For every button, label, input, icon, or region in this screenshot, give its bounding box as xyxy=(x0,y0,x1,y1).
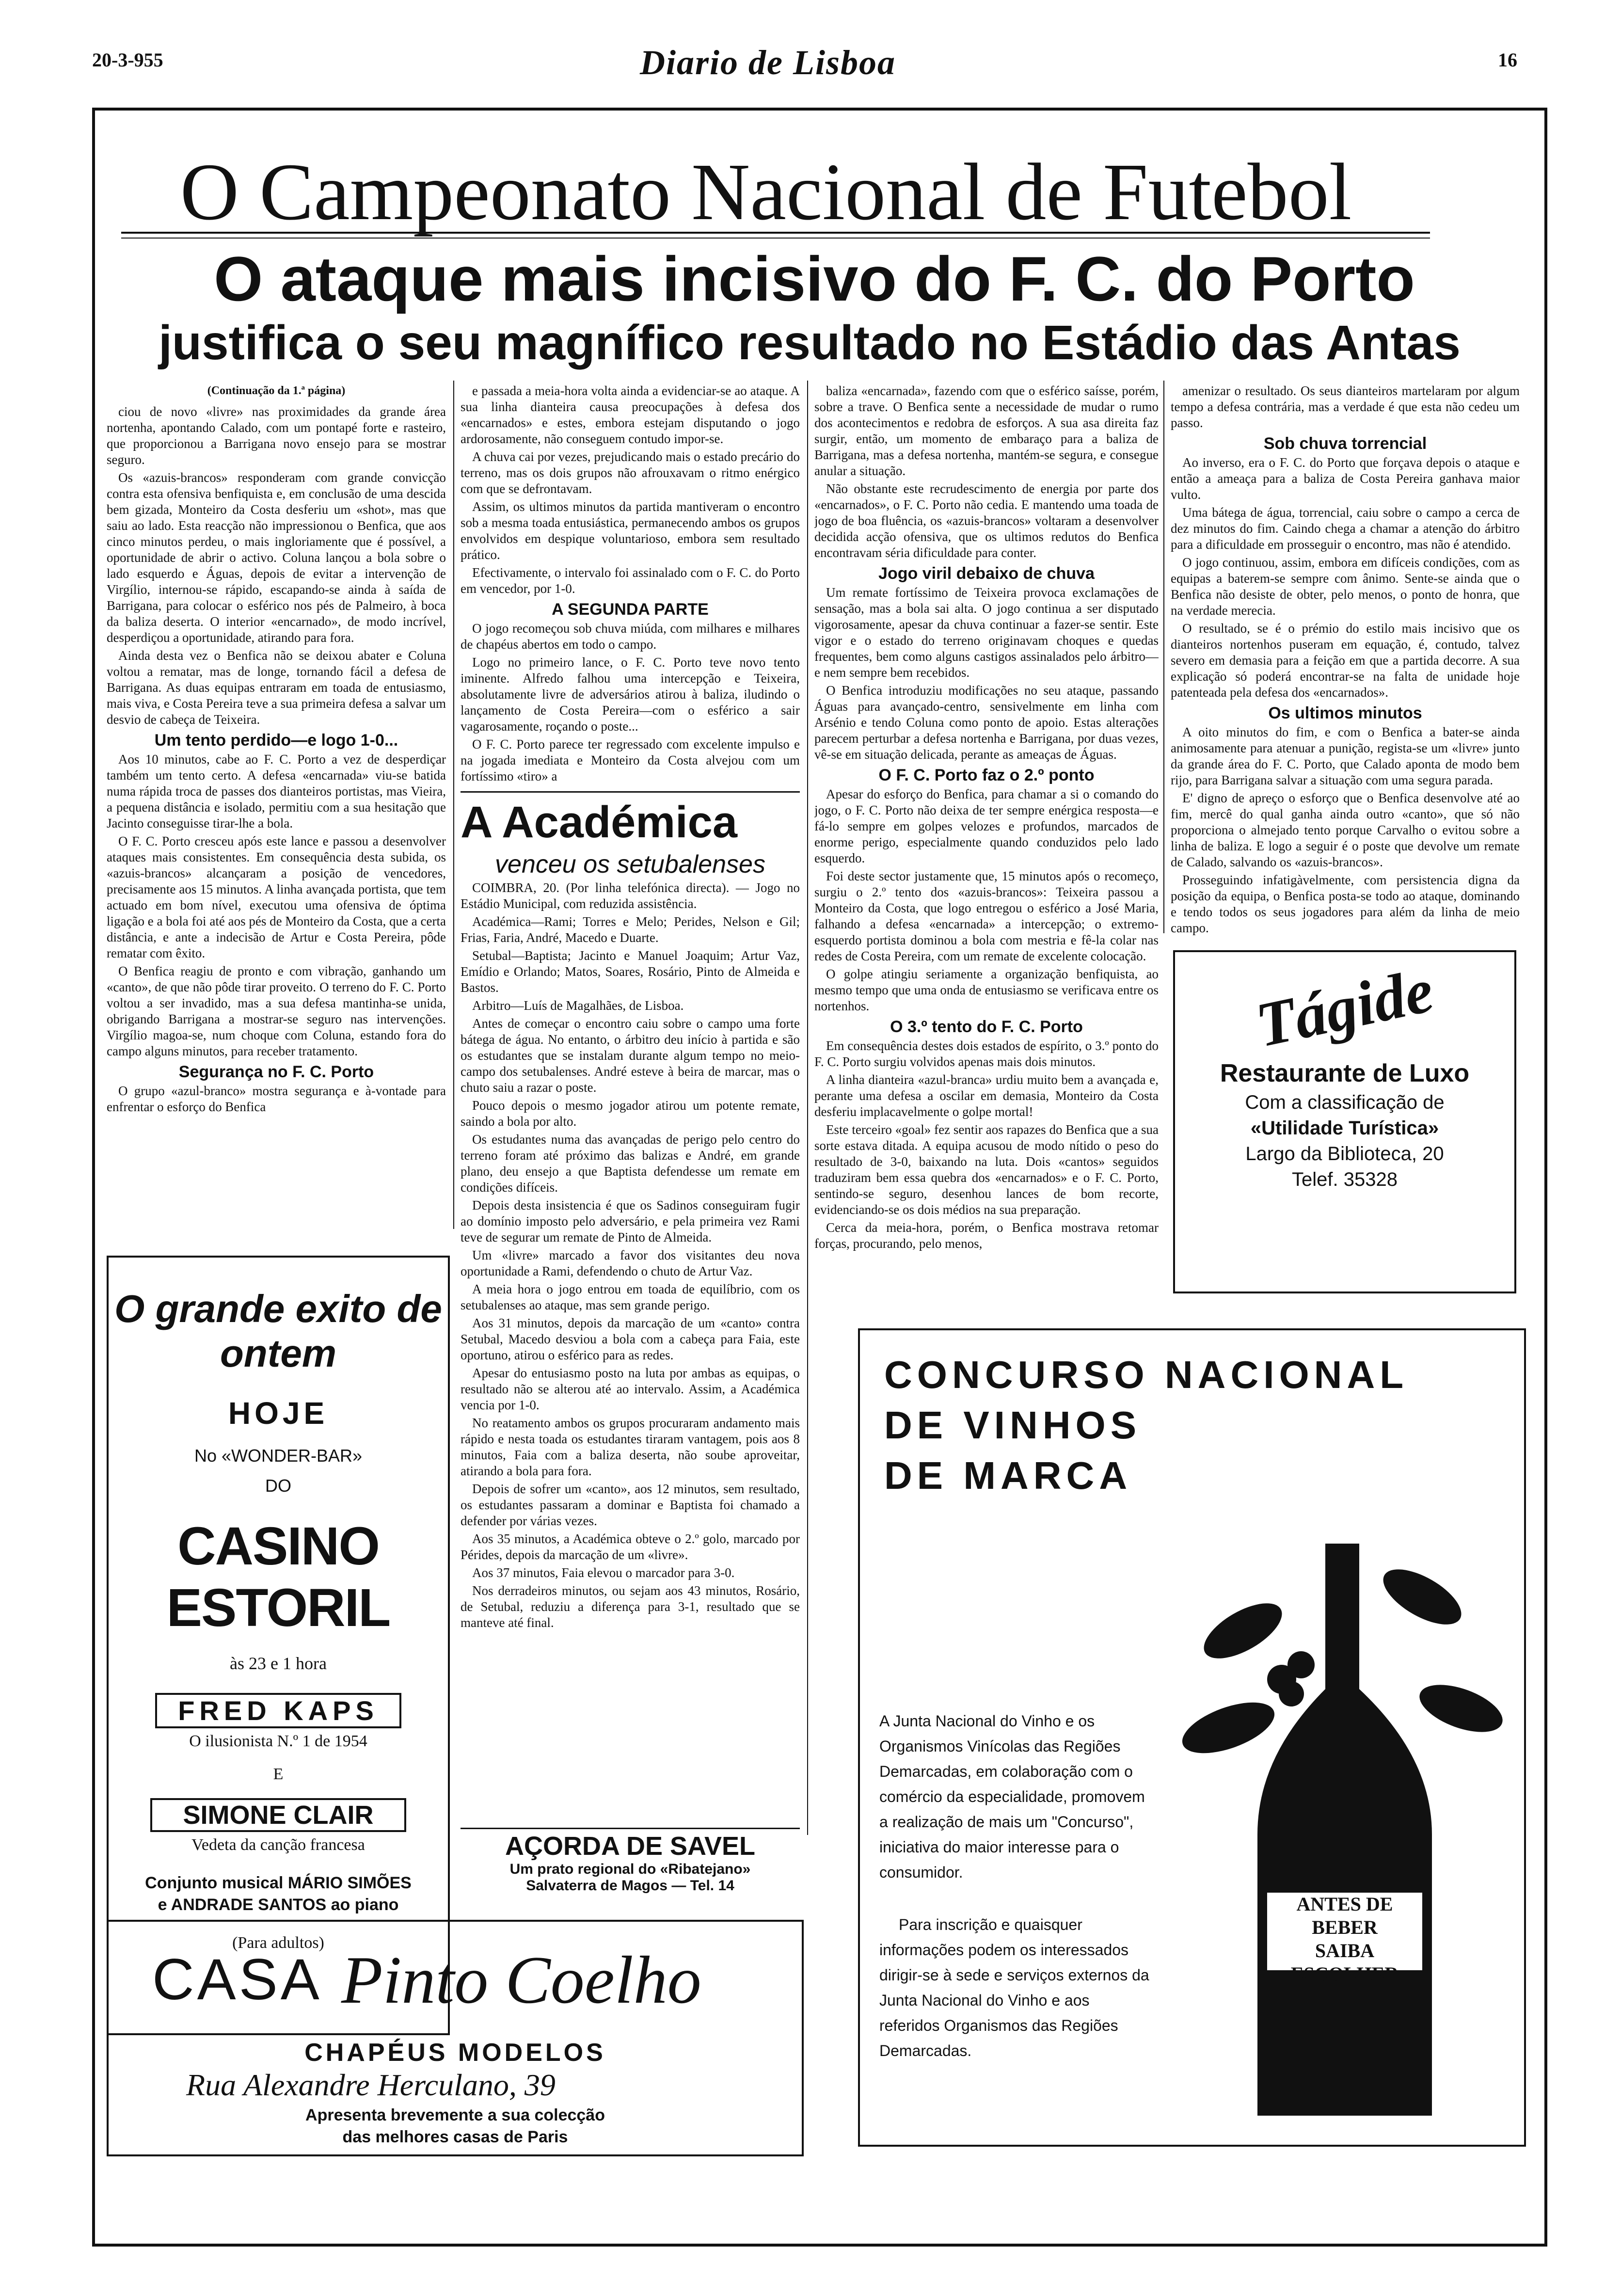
ad-music: Conjunto musical MÁRIO SIMÕES xyxy=(145,1874,412,1892)
casa-word: CASA xyxy=(152,1947,322,2012)
tagide-title: Restaurante de Luxo xyxy=(1220,1059,1470,1087)
paragraph: Um «livre» marcado a favor dos visitantes deu nova oportunidade a Rami, defendendo o chuto de Artur Vaz. xyxy=(461,1248,800,1278)
paragraph: Aos 35 minutos, a Académica obteve o 2.º golo, marcado por Pérides, depois da marcação de um «livre». xyxy=(461,1531,800,1562)
paragraph: Cerca da meia-hora, porém, o Benfica mostrava retomar forças, procurando, pelo menos, xyxy=(814,1220,1159,1251)
vinhos-title-2: DE VINHOS xyxy=(884,1403,1142,1447)
paragraph: Aos 31 minutos, depois da marcação de um «canto» contra Setubal, Macedo desviou a bola com a cabeça para Faia, este oportuno, atirou o esférico para as redes. xyxy=(461,1316,800,1362)
paragraph: A linha dianteira «azul-branca» urdiu muito bem a avançada e, perante uma defesa a oscilar em demasia, Monteiro da Costa desferiu implacavelmente o golpe mortal! xyxy=(814,1072,1159,1119)
ad-do: DO xyxy=(265,1476,291,1496)
paragraph: Uma bátega de água, torrencial, caiu sobre o campo a cerca de dez minutos do fim. Caindo chega a chamar a atenção do árbitro para a dificuldade em prosseguir o encontro, mas não é atendido. xyxy=(1171,505,1520,552)
academica-subheadline: venceu os setubalenses xyxy=(495,850,765,878)
acorda-line-3: Salvaterra de Magos — Tel. 14 xyxy=(526,1878,734,1894)
paragraph: A oito minutos do fim, e com o Benfica a bater-se ainda animosamente para atenuar a punição, regista-se um «livre» junto da grande área do F. C. Porto, que Calado aponta de modo bem rijo, para Barrigana salvar a situação com uma segura parada. xyxy=(1171,725,1520,787)
paragraph: Depois desta insistencia é que os Sadinos conseguiram fugir ao domínio imposto pelo adversário, e pela primeira vez Rami teve de segurar um remate de Pinto de Almeida. xyxy=(461,1198,800,1244)
academica-headline: A Académica xyxy=(461,797,738,847)
tagide-address: Largo da Biblioteca, 20 xyxy=(1245,1143,1444,1164)
vinhos-body: A Junta Nacional do Vinho e os Organismos Vinícolas das Regiões Demarcadas, em colaboração com o comércio da especialidade, promovem a realização de mais um "Concurso", iniciativa do maior interesse para o consumidor. xyxy=(879,1712,1145,1881)
paragraph: e passada a meia-hora volta ainda a evidenciar-se ao ataque. A sua linha dianteira causa preocupações à defesa dos «encarnados» e estes, embora estejam disputando o jogo ardorosamente, não conseguem contudo impor-se. xyxy=(461,383,800,446)
main-headline: O Campeonato Nacional de Futebol xyxy=(180,147,1352,237)
pinto-address: Rua Alexandre Herculano, 39 xyxy=(186,2068,556,2102)
page-number: 16 xyxy=(1498,49,1517,71)
paragraph: O F. C. Porto cresceu após este lance e passou a desenvolver ataques mais consistentes. Em consequência desta subida, os «azuis-brancos» alcançaram a posição de vencedores, precisamente aos 15 minutos. A linha avançada portista, que tem actuado em bom nível, executou uma ofensiva de óptima ligação e a bola foi até aos pés de Monteiro da Costa, que a certa distância, e ante a indecisão de Artur e Costa Pereira, pôde rematar com êxito. xyxy=(107,834,446,960)
pinto-coelho-logo: Pinto Coelho xyxy=(341,1943,701,2018)
paragraph: O jogo recomeçou sob chuva miúda, com milhares e milhares de chapéus abertos em todo o campo. xyxy=(461,621,800,652)
paragraph: Em consequência destes dois estados de espírito, o 3.º ponto do F. C. Porto surgiu volvidos apenas mais dois minutos. xyxy=(814,1038,1159,1069)
masthead: Diario de Lisboa xyxy=(640,43,896,82)
bottle-label xyxy=(1272,1893,1417,1986)
ad-and: E xyxy=(273,1765,284,1783)
paragraph: O F. C. Porto parece ter regressado com excelente impulso e na jogada imediata e Monteiro da Costa alvejou com um fortíssimo «tiro» a xyxy=(461,737,800,783)
tagide-line-3: «Utilidade Turística» xyxy=(1250,1117,1439,1139)
article-column-2 xyxy=(461,383,800,1837)
paragraph: O jogo continuou, assim, embora em difíceis condições, com as equipas a baterem-se sempre com ânimo. Sente-se ainda que o Benfica não desiste de obter, pelo menos, o ponto de honra, que na verdade merecia. xyxy=(1171,555,1520,618)
column-rule-2 xyxy=(807,381,808,1835)
casino-name: CASINO ESTORIL xyxy=(166,1516,390,1638)
paragraph: Foi deste sector justamente que, 15 minutos após o recomeço, surgiu o 2.º tento dos «azuis-brancos»: Teixeira passou a Monteiro da Costa, que logo entregou o esférico a José Maria, falhando a defesa «encarnada» a intercepção; o extremo-esquerdo portista dominou a bola com mestria e fê-la colar nas redes de Costa Pereira, com um remate de excelente colocação. xyxy=(814,869,1159,963)
article-column-1 xyxy=(107,383,446,1207)
paragraph: Assim, os ultimos minutos da partida mantiveram o encontro sob a mesma toada entusiástica, permanecendo ambos os grupos envolvidos em despique voluntarioso, embora sem resultado prático. xyxy=(461,499,800,562)
paragraph: amenizar o resultado. Os seus dianteiros martelaram por algum tempo a defesa contrária, mas a verdade é que esta não cedeu um passo. xyxy=(1171,383,1520,430)
ad-music-2: e ANDRADE SANTOS ao piano xyxy=(158,1896,399,1914)
issue-date: 20-3-955 xyxy=(92,49,163,71)
ad-adults: (Para adultos) xyxy=(232,1934,324,1952)
paragraph: Antes de começar o encontro caiu sobre o campo uma forte bátega de água. No entanto, o árbitro deu início à partida e são os estudantes que se instalam durante algum tempo no meio-campo dos setubalenses. André esteve à beira de marcar, mas o chuto saiu a razar o poste. xyxy=(461,1016,800,1095)
acorda-title: AÇORDA DE SAVEL xyxy=(505,1832,756,1861)
paragraph: Pouco depois o mesmo jogador atirou um potente remate, saindo a bola por alto. xyxy=(461,1098,800,1129)
bottle-label-2: SAIBA ESCOLHER xyxy=(1290,1940,1399,1985)
paragraph: O resultado, se é o prémio do estilo mais incisivo que os dianteiros nortenhos puseram em equação, é, contudo, talvez severo em demasia para a feição em que a partida decorre. A sua explicação só poderá encontrar-se na falta de unidade hoje patenteada pela defesa dos «encarnados». xyxy=(1171,621,1520,700)
ad-today: HOJE xyxy=(228,1396,329,1431)
acorda-ad xyxy=(461,1828,800,1912)
paragraph: Aos 37 minutos, Faia elevou o marcador para 3-0. xyxy=(472,1565,735,1580)
paragraph: Arbitro—Luís de Magalhães, de Lisboa. xyxy=(472,998,684,1013)
article-column-3 xyxy=(814,383,1159,1411)
paragraph: Não obstante este recrudescimento de energia por parte dos «encarnados», o F. C. Porto não cedia. E mantendo uma toada de jogo de boa fluência, os «azuis-brancos» voltaram a desenvolver decidida acção ofensiva, que os ultimos redutos do Benfica encontravam séria dificuldade para conter. xyxy=(814,481,1159,560)
paragraph: Académica—Rami; Torres e Melo; Perides, Nelson e Gil; Frias, Faria, André, Macedo e Duarte. xyxy=(461,914,800,945)
vinhos-body-2: Para inscrição e quaisquer informações podem os interessados dirigir-se à sede e serviços externos da Junta Nacional do Vinho e aos referidos Organismos das Regiões Demarcadas. xyxy=(879,1916,1149,2059)
section-heading: O 3.º tento do F. C. Porto xyxy=(890,1018,1083,1036)
column-rule-1 xyxy=(453,381,454,1229)
paragraph: ciou de novo «livre» nas proximidades da grande área nortenha, apontando Calado, com um pontapé forte e rasteiro, que proporcionou a Barrigana novo ensejo para se mostrar seguro. xyxy=(107,404,446,467)
tagide-ad xyxy=(1173,950,1516,1293)
bottle-label-1: ANTES DE BEBER xyxy=(1296,1893,1393,1938)
paragraph: Os «azuis-brancos» responderam com grande convicção contra esta ofensiva benfiquista e, em conclusão de uma descida bem gizada, Monteiro da Costa desferiu um «shot», mas que saiu ao lado. Esta reacção não impressionou o Benfica, que aos cinco minutos perdeu, o mais ingloriamente que é possível, a oportunidade de abrir o activo. Coluna lançou a bola sobre o lado esquerdo e Águas, depois de evitar a intervenção de Virgílio, internou-se rápido, escapando-se ainda à saída de Barrigana, para colocar o esférico nos pés de Palmeiro, à boca da baliza deserta. O interior «encarnado», de modo incrível, desperdiçou a oportunidade, atirando para fora. xyxy=(107,470,446,645)
section-heading: Os ultimos minutos xyxy=(1268,704,1422,722)
headline-rule-thin xyxy=(121,238,1430,239)
paragraph: Apesar do entusiasmo posto na luta por ambas as equipas, o resultado não se alterou até ao intervalo. Assim, a Académica vencia por 1-0. xyxy=(461,1366,800,1412)
section-heading: Um tento perdido—e logo 1-0... xyxy=(154,731,398,749)
paragraph: COIMBRA, 20. (Por linha telefónica directa). — Jogo no Estádio Municipal, com reduzida assistência. xyxy=(461,880,800,911)
paragraph: baliza «encarnada», fazendo com que o esférico saísse, porém, sobre a trave. O Benfica sente a necessidade de mudar o rumo dos acontecimentos e redobra de esforços. A sua asa direita faz surgir, então, um momento de embaraço para a baliza de Barrigana, mas a defesa nortenha, mantém-se segura, e consegue anular a situação. xyxy=(814,383,1159,478)
section-heading: Segurança no F. C. Porto xyxy=(178,1063,374,1081)
paragraph: Setubal—Baptista; Jacinto e Manuel Joaquim; Artur Vaz, Emídio e Orlando; Matos, Soares, Rosário, Pinto de Almeida e Bastos. xyxy=(461,948,800,995)
paragraph: A meia hora o jogo entrou em toada de equilíbrio, com os setubalenses ao ataque, mas sem grande perigo. xyxy=(461,1282,800,1312)
sub-headline-2: justifica o seu magnífico resultado no Estádio das Antas xyxy=(159,316,1461,370)
wine-bottle-illustration xyxy=(1170,1524,1510,2135)
ad-headline: O grande exito de ontem xyxy=(114,1287,442,1375)
vinhos-title-3: DE MARCA xyxy=(884,1454,1132,1497)
vinhos-title-1: CONCURSO NACIONAL xyxy=(884,1353,1409,1396)
pinto-line-5: Apresenta brevemente a sua colecção xyxy=(305,2106,605,2124)
paragraph: O grupo «azul-branco» mostra segurança e à-vontade para enfrentar o esforço do Benfica xyxy=(107,1084,446,1114)
vinhos-ad xyxy=(858,1328,1526,2147)
acorda-line-2: Um prato regional do «Ribatejano» xyxy=(509,1861,751,1877)
paragraph: A chuva cai por vezes, prejudicando mais o estado precário do terreno, mas os dois grupos não afrouxavam o ritmo enérgico com que se defrontavam. xyxy=(461,449,800,496)
paragraph: Os estudantes numa das avançadas de perigo pelo centro do terreno foram até próximo das balizas e André, em grande plano, deu ensejo a que Baptista defendesse um remate em condições difíceis. xyxy=(461,1132,800,1195)
section-heading: O F. C. Porto faz o 2.º ponto xyxy=(878,766,1095,784)
paragraph: Aos 10 minutos, cabe ao F. C. Porto a vez de desperdiçar também um tento certo. A defesa «encarnada» viu-se batida numa rápida troca de passes dos dianteiros portistas, mas Vieira, a pequena distância e isolado, permitiu com a sua hesitação que Jacinto conseguisse tirar-lhe a bola. xyxy=(107,752,446,830)
paragraph: Ao inverso, era o F. C. do Porto que forçava depois o ataque e então a ameaça para a baliza de Costa Pereira ganhava maior vulto. xyxy=(1171,455,1520,502)
performer-1-desc: O ilusionista N.º 1 de 1954 xyxy=(189,1732,367,1750)
performer-1: FRED KAPS xyxy=(178,1695,379,1726)
ad-time: às 23 e 1 hora xyxy=(230,1654,327,1673)
paragraph: Logo no primeiro lance, o F. C. Porto teve novo tento iminente. Alfredo falhou uma intercepção e Teixeira, absolutamente livre de adversários atirou à baliza, iludindo o lançamento de Costa Pereira—com o esférico a sair vagarosamente, roçando o poste... xyxy=(461,655,800,733)
performer-2: SIMONE CLAIR xyxy=(183,1801,374,1830)
paragraph: Um remate fortíssimo de Teixeira provoca exclamações de sensação, mas a bola sai alta. O jogo continua a ser disputado vigorosamente, apesar da chuva continuar a fazer-se sentir. Este vigor e o estado do terreno originavam choques e quedas frequentes, bem como alguns castigos assinalados pelo árbitro—e nem sempre bem recebidos. xyxy=(814,585,1159,680)
section-heading: A SEGUNDA PARTE xyxy=(552,600,709,619)
paragraph: O Benfica reagiu de pronto e com vibração, ganhando um «canto», de que não pôde tirar proveito. O terreno do F. C. Porto voltou a ser invadido, mas a sua defesa mantinha-se unida, obrigando Barrigana a mostrar-se seguro nas intervenções. Virgílio magoa-se, num choque com Coluna, estando fora do campo alguns minutos, para receber tratamento. xyxy=(107,964,446,1058)
headline-rule xyxy=(121,232,1430,234)
paragraph: O golpe atingiu seriamente a organização benfiquista, ao mesmo tempo que uma onda de entusiasmo se verificava entre os nortenhos. xyxy=(814,967,1159,1013)
paragraph: Depois de sofrer um «canto», aos 12 minutos, sem resultado, os estudantes passaram a dominar e Baptista foi chamado a defender por várias vezes. xyxy=(461,1482,800,1528)
paragraph: Efectivamente, o intervalo foi assinalado com o F. C. do Porto em vencedor, por 1-0. xyxy=(461,565,800,596)
pinto-coelho-ad xyxy=(107,1920,804,2156)
chapeus-modelos: CHAPÉUS MODELOS xyxy=(304,2039,606,2067)
continuation-note: (Continuação da 1.ª página) xyxy=(207,384,346,397)
column-rule-3 xyxy=(1163,381,1164,933)
paragraph: Prosseguindo infatigàvelmente, com persistencia digna da posição da equipa, o Benfica posta-se todo ao ataque, dominando e tendo todos os seus jogadores para além da linha de meio campo. xyxy=(1171,873,1520,935)
tagide-phone: Telef. 35328 xyxy=(1292,1169,1398,1190)
ad-venue: No «WONDER-BAR» xyxy=(194,1446,363,1466)
section-heading: Jogo viril debaixo de chuva xyxy=(878,564,1095,583)
tagide-logo: Tágide xyxy=(1250,955,1440,1061)
pinto-line-6: das melhores casas de Paris xyxy=(342,2128,568,2146)
section-heading: Sob chuva torrencial xyxy=(1263,434,1427,453)
paragraph: Nos derradeiros minutos, ou sejam aos 43 minutos, Rosário, de Setubal, reduziu a diferença para 3-1, resultado que se manteve até final. xyxy=(461,1583,800,1630)
sub-headline: O ataque mais incisivo do F. C. do Porto xyxy=(214,243,1415,314)
casino-estoril-ad xyxy=(107,1256,450,2035)
performer-2-desc: Vedeta da canção francesa xyxy=(191,1836,365,1854)
paragraph: No reatamento ambos os grupos procuraram andamento mais rápido e nesta toada os estudantes tiraram vantagem, pois aos 8 minutos, Faia com a baliza deserta, não soube aproveitar, atirando a bola para fora. xyxy=(461,1416,800,1478)
paragraph: Apesar do esforço do Benfica, para chamar a si o comando do jogo, o F. C. Porto não deixa de ter sempre enérgica resposta—e fá-lo sempre em golpes velozes e profundos, marcados de enorme perigo, especialmente quando conduzidos pelo lado esquerdo. xyxy=(814,787,1159,865)
paragraph: O Benfica introduziu modificações no seu ataque, passando Águas para avançado-centro, sensivelmente em linha com Arsénio e tendo Coluna como ponto de apoio. Estas alterações parecem perturbar a defesa nortenha e Barrigana, por duas vezes, vê-se em situação delicada, perante as ameaças de Águas. xyxy=(814,683,1159,762)
tagide-line-2: Com a classificação de xyxy=(1245,1092,1445,1113)
paragraph: Este terceiro «goal» fez sentir aos rapazes do Benfica que a sua sorte estava ditada. A equipa acusou de modo nítido o peso do resultado de 3-0, baixando na luta. Dois «cantos» seguidos traduziram bem essa quebra dos «encarnados» e o F. C. Porto, sentindo-se seguro, desenhou lances de bom recorte, evidenciando-se os dois médios na sua preparação. xyxy=(814,1122,1159,1217)
paragraph: E' digno de apreço o esforço que o Benfica desenvolve até ao fim, mercê do qual ganha ainda outro «canto», que só não proporciona o almejado tento porque Carvalho o evitou sobre a linha de baliza. E logo a seguir é o poste que devolve um remate de Calado, salvando os «azuis-brancos». xyxy=(1171,791,1520,869)
paragraph: Ainda desta vez o Benfica não se deixou abater e Coluna voltou a rematar, mas de longe, tornando fácil a defesa de Barrigana. As duas equipas entraram em toada de entusiasmo, mais viva, e Costa Pereira teve a sua primeira defesa a salvar um desvio de cabeça de Teixeira. xyxy=(107,648,446,727)
article-column-4 xyxy=(1171,383,1520,936)
